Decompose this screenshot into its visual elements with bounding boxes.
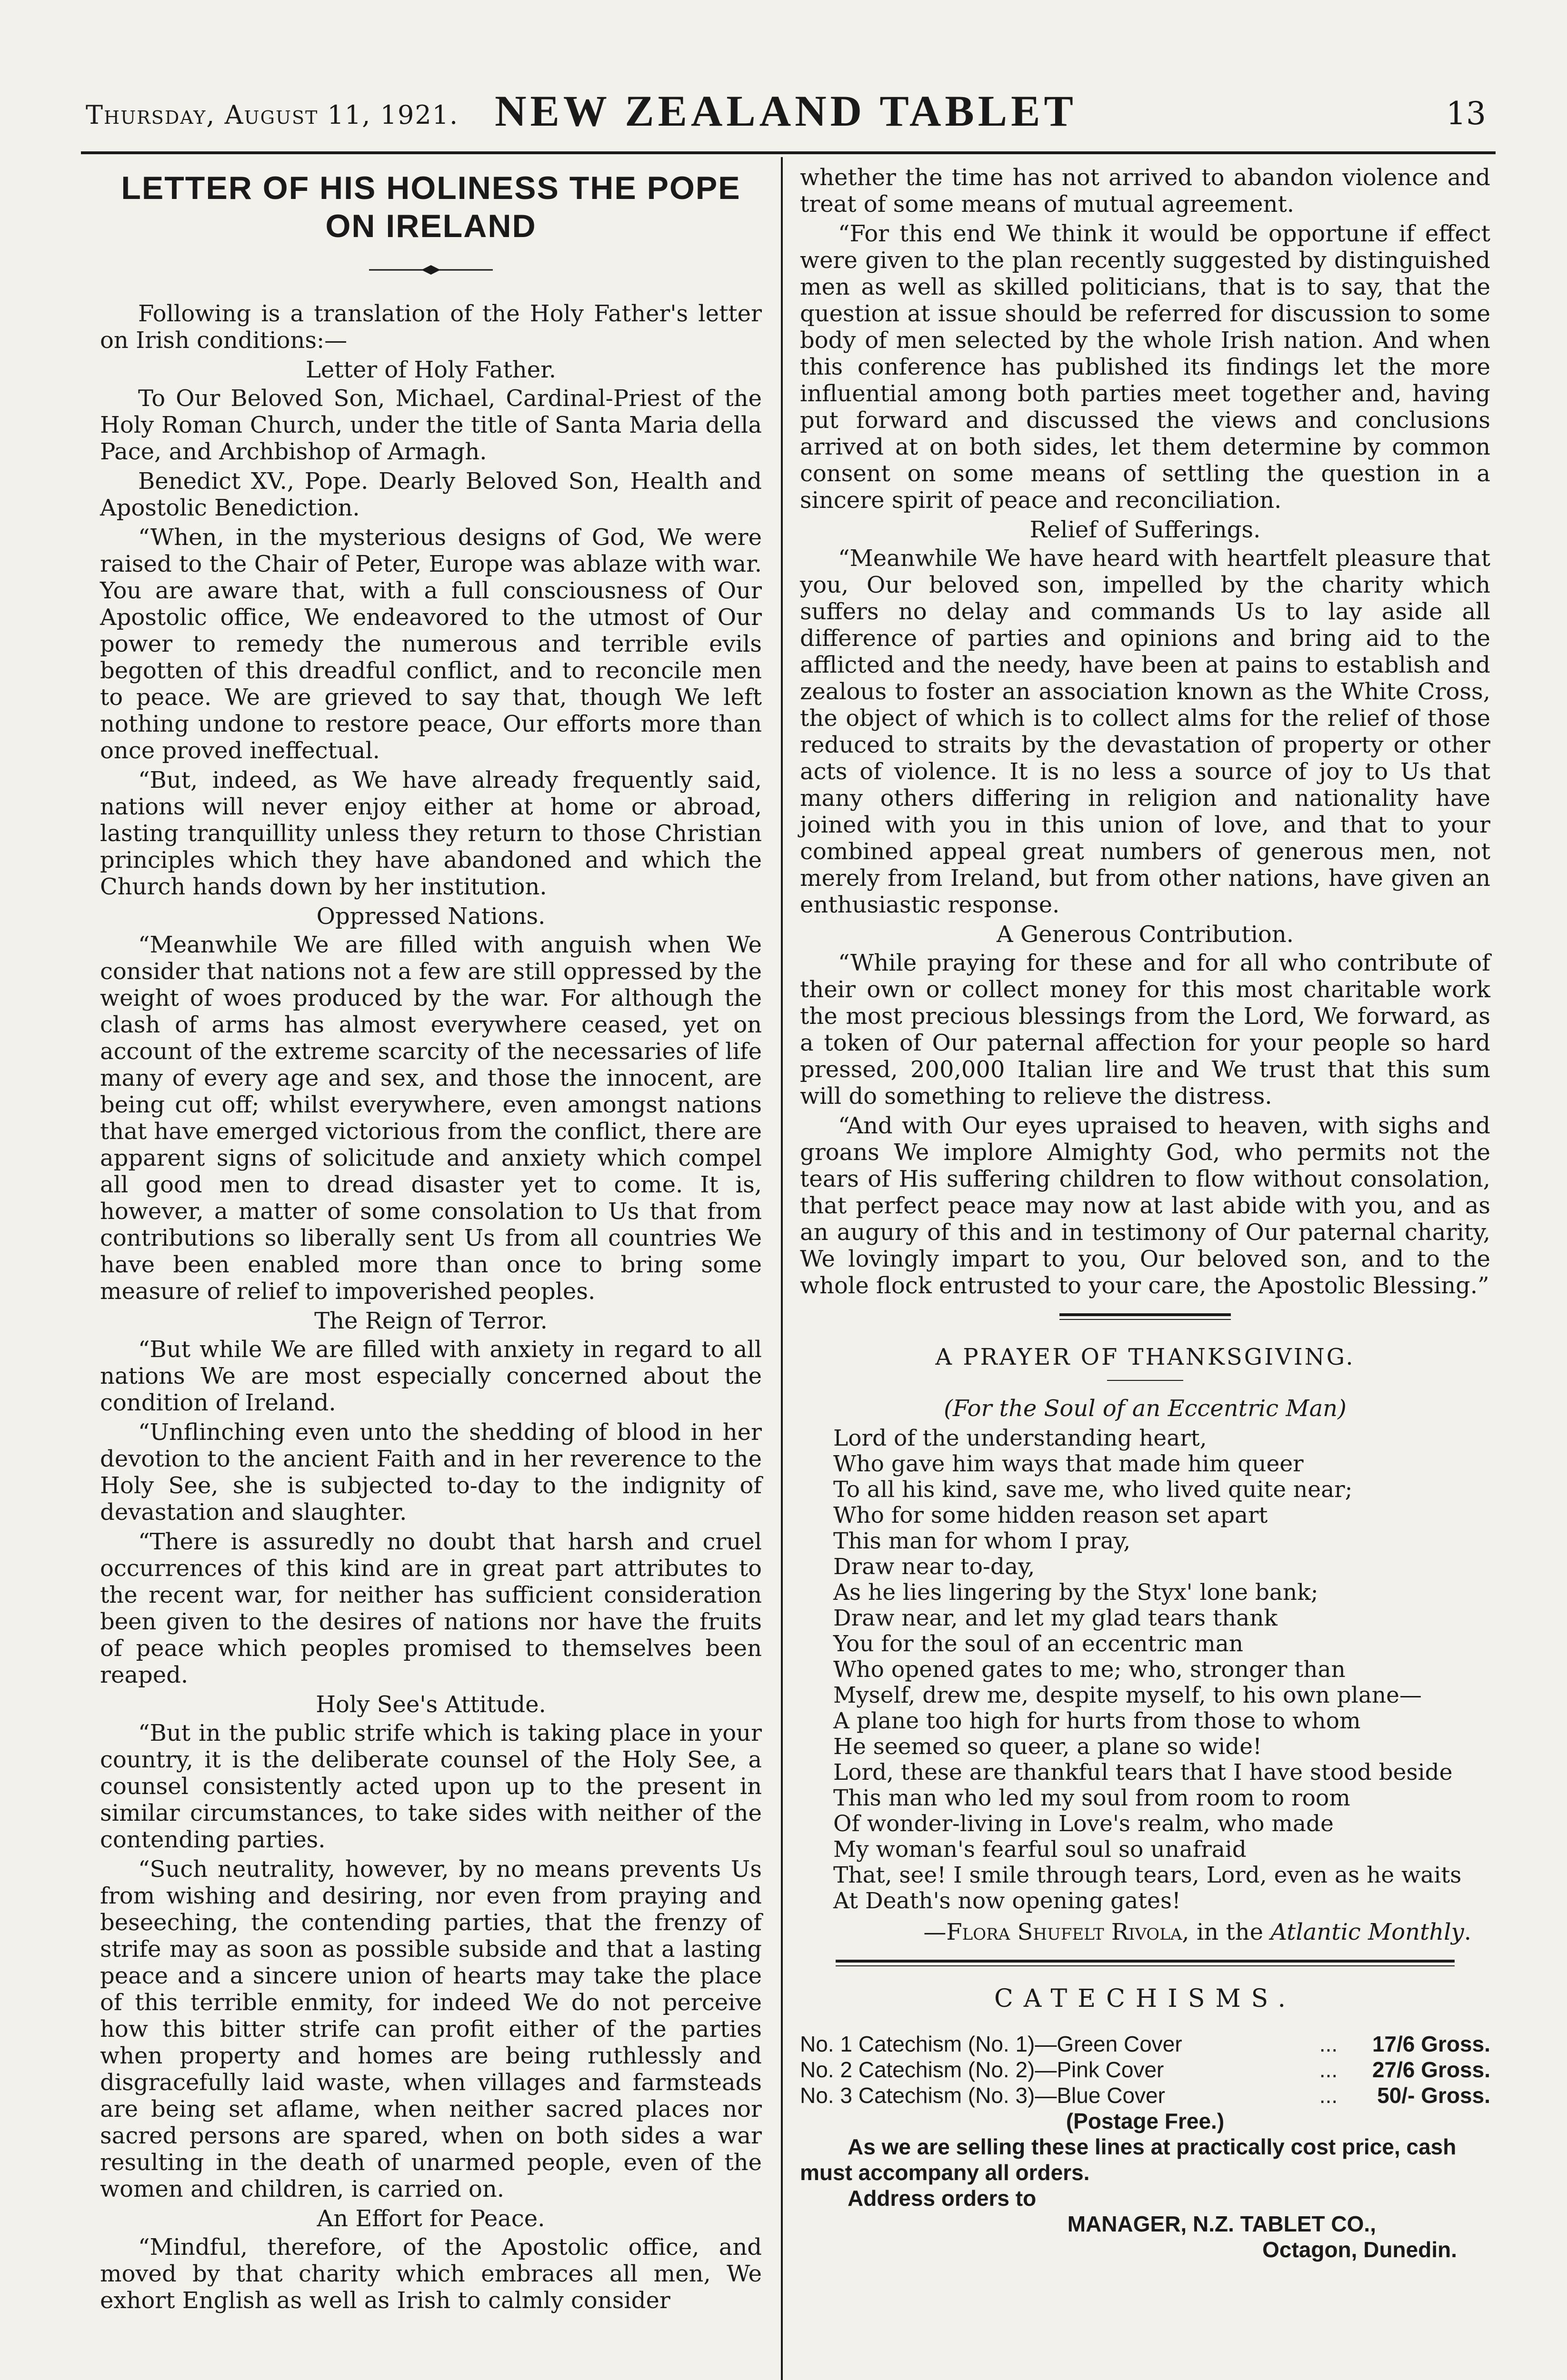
poem-line: Myself, drew me, despite myself, to his own plane— (833, 1682, 1422, 1708)
order-address (800, 2185, 1490, 2262)
page-number: 13 (1446, 95, 1486, 132)
poem-line: He seemed so queer, a plane so wide! (833, 1734, 1262, 1760)
paragraph: “Such neutrality, however, by no means prevents Us from wishing and desiring, nor even from praying and beseeching, the contending parties, that the frenzy of strife may as soon as possible subside and that a lasting peace and a sincere union of hearts may take the place of this terrible enmity, for indeed We do not perceive how this bitter strife can profit either of the parties when property and homes are being ruthlessly and disgracefully laid waste, when villages and farmsteads are being set aflame, when neither sacred places nor sacred persons are spared, when on both sides a war resulting in the death of unarmed people, even of the women and children, is carried on. (100, 1856, 762, 2202)
poem-line: Lord, these are thankful tears that I have stood beside (833, 1759, 1453, 1785)
paragraph: “But in the public strife which is taking place in your country, it is the deliberate counsel of the Holy See, a counsel consistently acted upon up to the present in similar circumstances, to take sides with neither of the contending parties. (100, 1720, 762, 1853)
poem-line: This man for whom I pray, (833, 1528, 1131, 1554)
poem-body (833, 1426, 1490, 1914)
ornament-divider (100, 255, 762, 281)
subheading: A Generous Contribution. (996, 921, 1294, 948)
catechism-price: 50/- Gross. (1377, 2083, 1490, 2108)
paragraph: “Meanwhile We are filled with anguish when We consider that nations not a few are still oppressed by the weight of woes produced by the war. For although the clash of arms has almost everywhere ceased, yet on account of the extreme scarcity of the necessaries of life many of every age and sex, and those the innocent, are being cut off; whilst everywhere, even amongst nations that have emerged victorious from the conflict, there are apparent signs of solicitude and anxiety which compel all good men to dread disaster yet to come. It is, however, a matter of some consolation to Us that from contributions so liberally sent Us from all countries We have been enabled more than once to bring some measure of relief to impoverished peoples. (100, 932, 762, 1305)
paragraph: Benedict XV., Pope. Dearly Beloved Son, Health and Apostolic Benediction. (100, 468, 762, 521)
poem-attribution (800, 1919, 1471, 1945)
poem-line: Who opened gates to me; who, stronger than (833, 1656, 1346, 1683)
column-divider (781, 157, 783, 2380)
left-column (100, 164, 762, 2317)
attribution-end: . (1464, 1919, 1471, 1945)
poem-line: My woman's fearful soul so unafraid (833, 1836, 1247, 1863)
attribution-dash: — (923, 1919, 947, 1945)
catechisms-title: CATECHISMS. (994, 1984, 1296, 2013)
catechism-name: No. 3 Catechism (No. 3)—Blue Cover (800, 2083, 1165, 2108)
address-line: Octagon, Dunedin. (1262, 2237, 1457, 2262)
poem-line: Who gave him ways that made him queer (833, 1451, 1304, 1477)
list-item (800, 2031, 1490, 2057)
subheading: Letter of Holy Father. (305, 357, 557, 383)
subheading: An Effort for Peace. (317, 2205, 545, 2232)
short-rule (1107, 1380, 1183, 1381)
attribution-joiner: , in the (1182, 1919, 1271, 1945)
paragraph: “Unflinching even unto the shedding of blood in her devotion to the ancient Faith and in her reverence to the Holy See, she is subjected to-day to the indignity of devastation and slaughter. (100, 1419, 762, 1526)
section-rule (836, 1960, 1455, 1966)
catechism-price: 27/6 Gross. (1372, 2057, 1490, 2082)
diamond-rule-icon (369, 264, 493, 276)
subheading: Holy See's Attitude. (316, 1691, 546, 1718)
postage-note: (Postage Free.) (1066, 2109, 1225, 2133)
poem-line: Draw near to-day, (833, 1554, 1035, 1580)
poem-line: Draw near, and let my glad tears thank (833, 1605, 1278, 1631)
poem-line: Of wonder-living in Love's realm, who made (833, 1811, 1334, 1837)
article-headline: LETTER OF HIS HOLINESS THE POPE ON IRELAND (121, 170, 741, 244)
paragraph: “For this end We think it would be opportune if effect were given to the plan recently suggested by distinguished men as well as skilled politicians, that is to say, that the question at issue should be referred for discussion to some body of men selected by the whole Irish nation. And when this conference has published its findings let the more influential among both parties meet together and, having put forward and discussed the views and conclusions arrived at on both sides, let them determine by common consent on some means of settling the question in a sincere spirit of peace and reconciliation. (800, 220, 1490, 514)
paragraph: “When, in the mysterious designs of God, We were raised to the Chair of Peter, Europe was ablaze with war. You are aware that, with a full consciousness of Our Apostolic office, We endeavored to the utmost of Our power to remedy the numerous and terrible evils begotten of this dreadful conflict, and to reconcile men to peace. We are grieved to say that, though We left nothing undone to restore peace, Our efforts more than once proved ineffectual. (100, 524, 762, 764)
paragraph: “While praying for these and for all who contribute of their own or collect money for this most charitable work the most precious blessings from the Lord, We forward, as a token of Our paternal affection for your people so hard pressed, 200,000 Italian lire and We trust that this sum will do something to relieve the distress. (800, 950, 1490, 1110)
paragraph: “But while We are filled with anxiety in regard to all nations We are most especially concerned about the condition of Ireland. (100, 1336, 762, 1416)
poem-line: You for the soul of an eccentric man (833, 1631, 1244, 1657)
poem-line: At Death's now opening gates! (833, 1888, 1181, 1914)
poem-line: Who for some hidden reason set apart (833, 1502, 1268, 1528)
masthead (86, 71, 1486, 157)
subheading: The Reign of Terror. (314, 1308, 548, 1334)
paragraph: “There is assuredly no doubt that harsh and cruel occurrences of this kind are in great part attributes to the recent war, for neither has sufficient consideration been given to the desires of nations nor have the fruits of peace which peoples promised to themselves been reaped. (100, 1528, 762, 1688)
poem-author: Flora Shufelt Rivola (946, 1919, 1182, 1945)
poem-line: As he lies lingering by the Styx' lone bank; (833, 1579, 1318, 1606)
paragraph: “Meanwhile We have heard with heartfelt pleasure that you, Our beloved son, impelled by the charity which suffers no delay and commands Us to lay aside all difference of parties and opinions and bring aid to the afflicted and the needy, have been at pains to establish and zealous to foster an association known as the White Cross, the object of which is to collect alms for the relief of those reduced to straits by the devastation of property or other acts of violence. It is no less a source of joy to Us that many others differing in religion and nationality have joined with you in this union of love, and that to your combined appeal great numbers of generous men, not merely from Ireland, but from other nations, have given an enthusiastic response. (800, 545, 1490, 918)
poem-title: A PRAYER OF THANKSGIVING. (935, 1344, 1355, 1370)
issue-date: Thursday, August 11, 1921. (86, 100, 459, 130)
poem-line: Lord of the understanding heart, (833, 1425, 1207, 1451)
newspaper-title: NEW ZEALAND TABLET (495, 87, 1077, 135)
section-rule (1059, 1313, 1231, 1320)
poem-line: This man who led my soul from room to room (833, 1785, 1350, 1811)
paragraph: “And with Our eyes upraised to heaven, with sighs and groans We implore Almighty God, who permits not the tears of His suffering children to flow without consolation, that perfect peace may now at last abide with you, and as an augury of this and in testimony of Our paternal charity, We lovingly impart to you, Our beloved son, and to the whole flock entrusted to your care, the Apostolic Blessing.” (800, 1112, 1490, 1299)
catechism-name: No. 2 Catechism (No. 2)—Pink Cover (800, 2057, 1164, 2082)
paragraph: Following is a translation of the Holy Father's letter on Irish conditions:— (100, 300, 762, 354)
masthead-rule (81, 151, 1496, 154)
poem-line: A plane too high for hurts from those to whom (833, 1708, 1361, 1734)
right-column (800, 164, 1490, 2262)
leader-dots: ... (1319, 2032, 1338, 2056)
paragraph: To Our Beloved Son, Michael, Cardinal-Priest of the Holy Roman Church, under the title of Santa Maria della Pace, and Archbishop of Armagh. (100, 385, 762, 465)
paragraph: “Mindful, therefore, of the Apostolic office, and moved by that charity which embraces all men, We exhort English as well as Irish to calmly consider (100, 2234, 762, 2314)
poem-subtitle: (For the Soul of an Eccentric Man) (944, 1395, 1347, 1422)
poem-line: That, see! I smile through tears, Lord, even as he waits (833, 1862, 1462, 1888)
order-note: As we are selling these lines at practically cost price, cash must accompany all orders. (800, 2134, 1457, 2185)
catechism-price: 17/6 Gross. (1372, 2032, 1490, 2056)
paragraph: whether the time has not arrived to abandon violence and treat of some means of mutual agreement. (800, 164, 1490, 218)
poem-line: To all his kind, save me, who lived quite near; (833, 1477, 1353, 1503)
list-item (800, 2057, 1490, 2082)
subheading: Oppressed Nations. (316, 903, 546, 930)
catechism-name: No. 1 Catechism (No. 1)—Green Cover (800, 2032, 1182, 2056)
address-line: Address orders to (848, 2186, 1037, 2211)
paragraph: “But, indeed, as We have already frequently said, nations will never enjoy either at home or abroad, lasting tranquillity unless they return to those Christian principles which they have abandoned and which the Church hands down by her institution. (100, 767, 762, 900)
subheading: Relief of Sufferings. (1029, 516, 1261, 543)
address-line: MANAGER, N.Z. TABLET CO., (1067, 2211, 1376, 2236)
list-item (800, 2082, 1490, 2108)
leader-dots: ... (1319, 2083, 1338, 2108)
poem-source: Atlantic Monthly (1270, 1919, 1464, 1945)
leader-dots: ... (1319, 2057, 1338, 2082)
